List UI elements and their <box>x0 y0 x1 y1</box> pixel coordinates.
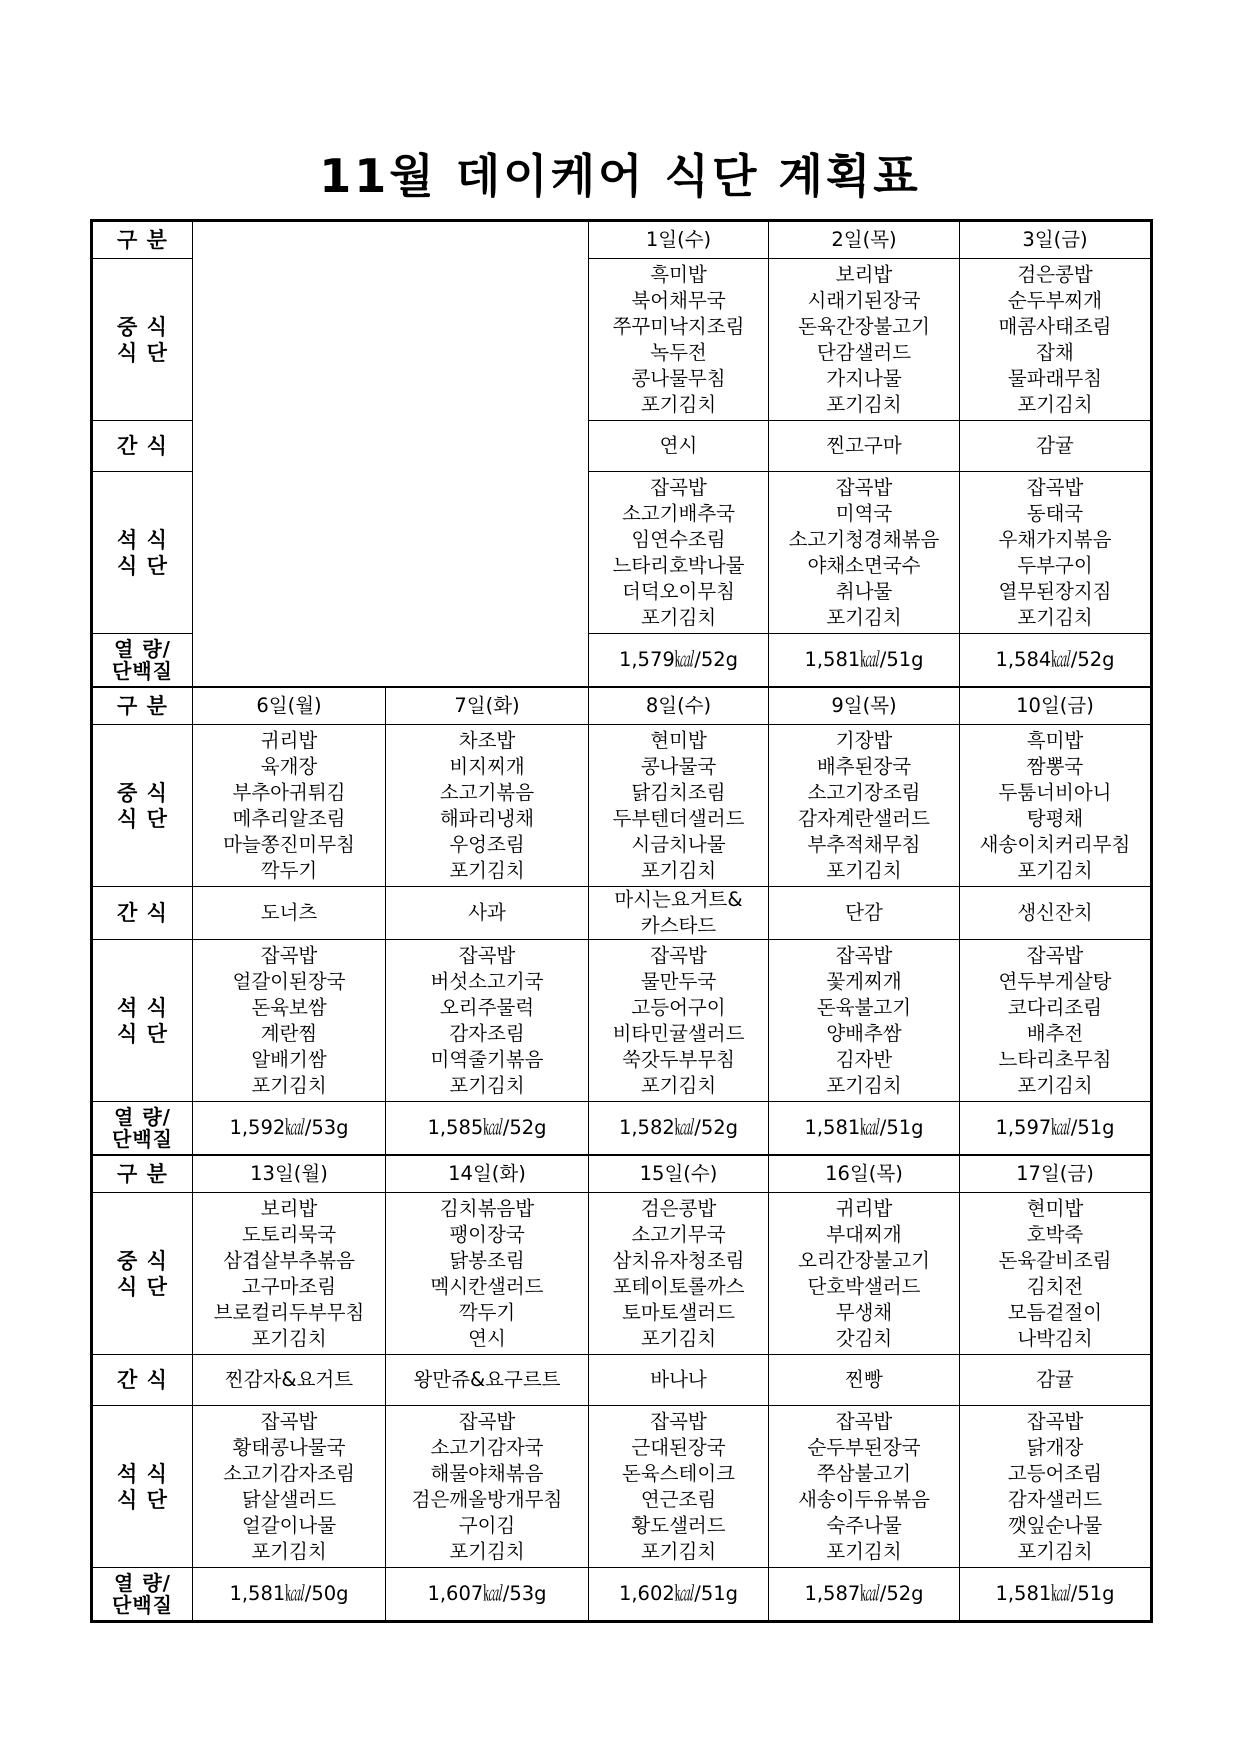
menu-item: 포기김치 <box>640 605 717 629</box>
lunch-menu <box>589 1193 769 1355</box>
menu-item: 열무된장지짐 <box>998 579 1112 603</box>
division-label <box>93 687 193 725</box>
menu-item: 포기김치 <box>1017 605 1093 629</box>
menu-item: 찐감자&요거트 <box>224 1368 354 1391</box>
menu-item: 연시 <box>468 1326 506 1350</box>
dinner-menu <box>769 472 960 634</box>
dinner-label-text: 석 식 <box>117 995 168 1020</box>
menu-item: 차조밥 <box>458 728 516 752</box>
menu-item: 김치전 <box>1026 1274 1084 1298</box>
menu-item: 보리밥 <box>260 1196 318 1220</box>
menu-item: 느타리초무침 <box>998 1047 1112 1071</box>
day-header: 3일(금) <box>960 222 1151 259</box>
day-header: 7일(화) <box>386 687 589 725</box>
menu-item: 연두부게살탕 <box>998 969 1112 993</box>
menu-item: 매콤사태조림 <box>998 314 1112 338</box>
day-header: 6일(월) <box>193 687 386 725</box>
day-header-row <box>93 687 1151 725</box>
menu-item: 닭봉조림 <box>449 1248 525 1272</box>
menu-item: 잡곡밥 <box>458 1409 516 1433</box>
menu-item: 얼갈이된장국 <box>232 969 346 993</box>
calories-value: 1,585㎉/52g <box>386 1102 589 1156</box>
snack-menu <box>769 887 960 940</box>
menu-item: 녹두전 <box>650 340 707 364</box>
day-header: 15일(수) <box>589 1155 769 1193</box>
menu-item: 계란찜 <box>260 1021 318 1045</box>
calories-value: 1,587㎉/52g <box>769 1568 960 1621</box>
menu-item: 포기김치 <box>826 392 902 416</box>
menu-item: 탕평채 <box>1026 806 1084 830</box>
dinner-label-text: 석 식 <box>117 527 168 552</box>
menu-item: 소고기볶음 <box>439 780 535 804</box>
menu-item: 소고기장조림 <box>807 780 921 804</box>
menu-item: 포기김치 <box>251 1073 327 1097</box>
menu-item: 콩나물국 <box>640 754 717 778</box>
menu-item: 닭살샐러드 <box>241 1487 337 1511</box>
menu-item: 연시 <box>659 434 698 457</box>
snack-menu <box>386 1355 589 1406</box>
lunch-label <box>93 1193 193 1355</box>
menu-item: 사과 <box>468 901 506 924</box>
calories-value: 1,582㎉/52g <box>589 1102 769 1156</box>
lunch-label <box>93 259 193 421</box>
menu-item: 포기김치 <box>1017 1073 1093 1097</box>
menu-item: 포기김치 <box>251 1326 327 1350</box>
menu-item: 흑미밥 <box>1026 728 1084 752</box>
menu-item: 새송이치커리무침 <box>979 832 1131 856</box>
menu-item: 잡곡밥 <box>650 475 707 499</box>
menu-item: 잡곡밥 <box>1026 943 1084 967</box>
lunch-menu <box>589 259 769 421</box>
division-label <box>93 1155 193 1193</box>
lunch-menu <box>769 725 960 887</box>
lunch-menu <box>960 259 1151 421</box>
menu-item: 소고기무국 <box>631 1222 726 1246</box>
menu-item: 카스타드 <box>640 914 717 937</box>
day-header-row <box>93 1155 1151 1193</box>
dinner-menu <box>386 1406 589 1568</box>
meal-plan-table <box>92 221 1151 1621</box>
snack-menu <box>960 1355 1151 1406</box>
menu-item: 두툼너비아니 <box>998 780 1112 804</box>
menu-item: 부추적채무침 <box>807 832 921 856</box>
menu-item: 검은콩밥 <box>640 1196 717 1220</box>
menu-item: 포기김치 <box>640 392 717 416</box>
menu-item: 포기김치 <box>826 858 902 882</box>
lunch-menu <box>960 725 1151 887</box>
menu-item: 시금치나물 <box>631 832 726 856</box>
menu-item: 현미밥 <box>1026 1196 1084 1220</box>
lunch-label-text: 식 단 <box>117 340 168 365</box>
lunch-label <box>93 725 193 887</box>
menu-item: 쭈꾸미낙지조림 <box>612 314 745 338</box>
lunch-label-text: 중 식 <box>117 780 168 805</box>
menu-item: 순두부찌개 <box>1007 288 1103 312</box>
dinner-menu <box>589 940 769 1102</box>
menu-item: 감귤 <box>1036 1368 1074 1391</box>
menu-item: 얼갈이나물 <box>241 1513 337 1537</box>
lunch-label-text: 중 식 <box>117 1248 168 1273</box>
snack-label <box>93 421 193 472</box>
menu-item: 우엉조림 <box>449 832 525 856</box>
menu-item: 미역줄기볶음 <box>430 1047 544 1071</box>
snack-label-text: 간 식 <box>117 1368 168 1392</box>
empty-cell <box>193 222 589 688</box>
calories-label-text: 단백질 <box>112 659 173 683</box>
menu-item: 삼치유자청조림 <box>612 1248 745 1272</box>
menu-item: 동태국 <box>1026 501 1084 525</box>
menu-item: 소고기청경채볶음 <box>788 527 940 551</box>
menu-item: 잡곡밥 <box>835 475 893 499</box>
menu-item: 흑미밥 <box>650 262 707 286</box>
calories-row <box>93 1102 1151 1156</box>
menu-item: 포기김치 <box>640 1539 717 1563</box>
calories-label-text: 열 량/ <box>114 1571 171 1595</box>
calories-value: 1,581㎉/51g <box>960 1568 1151 1621</box>
meal-plan-body <box>93 222 1151 1621</box>
calories-label-text: 열 량/ <box>114 637 171 661</box>
menu-item: 잡곡밥 <box>260 1409 318 1433</box>
menu-item: 가지나물 <box>826 366 902 390</box>
menu-item: 더덕오이무침 <box>621 579 736 603</box>
snack-menu <box>960 887 1151 940</box>
dinner-menu <box>769 1406 960 1568</box>
snack-menu <box>589 421 769 472</box>
page-title: 11월 데이케어 식단 계획표 <box>319 149 921 203</box>
menu-item: 김자반 <box>835 1047 893 1071</box>
menu-item: 감자계란샐러드 <box>798 806 930 830</box>
menu-item: 황태콩나물국 <box>232 1435 346 1459</box>
menu-item: 숙주나물 <box>826 1513 902 1537</box>
day-header: 9일(목) <box>769 687 960 725</box>
calories-value: 1,592㎉/53g <box>193 1102 386 1156</box>
dinner-label-text: 식 단 <box>117 1487 168 1512</box>
menu-item: 포기김치 <box>640 1326 717 1350</box>
snack-menu <box>769 421 960 472</box>
dinner-menu <box>193 940 386 1102</box>
menu-item: 부추아귀튀김 <box>232 780 346 804</box>
menu-item: 비타민귤샐러드 <box>612 1021 745 1045</box>
menu-item: 새송이두유볶음 <box>798 1487 930 1511</box>
menu-item: 취나물 <box>835 579 893 603</box>
menu-item: 북어채무국 <box>631 288 726 312</box>
snack-menu <box>386 887 589 940</box>
snack-menu <box>589 887 769 940</box>
menu-item: 감귤 <box>1036 434 1074 457</box>
menu-item: 포기김치 <box>640 1073 717 1097</box>
calories-label <box>93 634 193 688</box>
menu-item: 잡곡밥 <box>260 943 318 967</box>
menu-item: 쭈삼불고기 <box>816 1461 912 1485</box>
day-header: 14일(화) <box>386 1155 589 1193</box>
menu-item: 포기김치 <box>826 1539 902 1563</box>
menu-item: 잡채 <box>1036 340 1074 364</box>
menu-item: 양배추쌈 <box>826 1021 902 1045</box>
snack-label-text: 간 식 <box>117 901 168 925</box>
day-header: 16일(목) <box>769 1155 960 1193</box>
menu-item: 감자샐러드 <box>1007 1487 1103 1511</box>
menu-item: 갓김치 <box>835 1326 893 1350</box>
menu-item: 포기김치 <box>826 1073 902 1097</box>
dinner-menu <box>960 1406 1151 1568</box>
menu-item: 우채가지볶음 <box>998 527 1112 551</box>
calories-value: 1,581㎉/50g <box>193 1568 386 1621</box>
division-label-text: 구 분 <box>117 228 168 252</box>
menu-item: 왕만쥬&요구르트 <box>413 1368 561 1391</box>
menu-item: 쑥갓두부무침 <box>621 1047 736 1071</box>
snack-menu <box>193 887 386 940</box>
lunch-row <box>93 1193 1151 1355</box>
menu-item: 배추된장국 <box>816 754 912 778</box>
snack-menu <box>960 421 1151 472</box>
menu-item: 고등어조림 <box>1007 1461 1103 1485</box>
day-header-row <box>93 222 1151 259</box>
calories-label-text: 단백질 <box>112 1127 173 1151</box>
snack-label-text: 간 식 <box>117 434 168 458</box>
menu-item: 소고기감자조림 <box>223 1461 355 1485</box>
lunch-row <box>93 725 1151 887</box>
menu-item: 두부구이 <box>1017 553 1093 577</box>
menu-item: 김치볶음밥 <box>439 1196 535 1220</box>
lunch-menu <box>193 725 386 887</box>
menu-item: 나박김치 <box>1017 1326 1093 1350</box>
dinner-row <box>93 940 1151 1102</box>
menu-item: 잡곡밥 <box>1026 475 1084 499</box>
menu-item: 오리주물럭 <box>439 995 535 1019</box>
menu-item: 버섯소고기국 <box>430 969 544 993</box>
menu-item: 짬뽕국 <box>1026 754 1084 778</box>
menu-item: 검은깨올방개무침 <box>411 1487 563 1511</box>
menu-item: 기장밥 <box>835 728 893 752</box>
menu-item: 포기김치 <box>826 605 902 629</box>
menu-item: 도너츠 <box>260 901 318 924</box>
menu-item: 돈육스테이크 <box>621 1461 736 1485</box>
menu-item: 알배기쌈 <box>251 1047 327 1071</box>
menu-item: 모듬겉절이 <box>1007 1300 1103 1324</box>
lunch-label-text: 중 식 <box>117 314 168 339</box>
calories-value: 1,579㎉/52g <box>589 634 769 688</box>
menu-item: 생신잔치 <box>1017 901 1093 924</box>
menu-item: 돈육불고기 <box>816 995 912 1019</box>
menu-item: 잡곡밥 <box>1026 1409 1084 1433</box>
menu-item: 비지찌개 <box>449 754 525 778</box>
dinner-label <box>93 472 193 634</box>
menu-item: 보리밥 <box>835 262 893 286</box>
menu-item: 돈육간장불고기 <box>798 314 930 338</box>
menu-item: 토마토샐러드 <box>621 1300 736 1324</box>
day-header: 2일(목) <box>769 222 960 259</box>
snack-menu <box>589 1355 769 1406</box>
menu-item: 잡곡밥 <box>835 1409 893 1433</box>
menu-item: 닭김치조림 <box>631 780 726 804</box>
menu-item: 단감샐러드 <box>816 340 912 364</box>
menu-item: 귀리밥 <box>835 1196 893 1220</box>
menu-item: 바나나 <box>650 1368 707 1391</box>
dinner-menu <box>769 940 960 1102</box>
menu-item: 마늘쫑진미무침 <box>223 832 355 856</box>
menu-item: 닭개장 <box>1026 1435 1084 1459</box>
lunch-menu <box>960 1193 1151 1355</box>
menu-item: 메추리알조림 <box>232 806 346 830</box>
snack-row <box>93 887 1151 940</box>
calories-value: 1,584㎉/52g <box>960 634 1151 688</box>
menu-item: 찐빵 <box>845 1368 883 1391</box>
menu-item: 멕시칸샐러드 <box>430 1274 544 1298</box>
dinner-menu <box>960 472 1151 634</box>
menu-item: 삼겹살부추볶음 <box>223 1248 355 1272</box>
menu-item: 찐고구마 <box>826 434 902 457</box>
dinner-menu <box>589 1406 769 1568</box>
calories-label <box>93 1102 193 1156</box>
dinner-row <box>93 1406 1151 1568</box>
menu-item: 느타리호박나물 <box>612 553 745 577</box>
dinner-label-text: 식 단 <box>117 553 168 578</box>
menu-item: 깍두기 <box>458 1300 516 1324</box>
menu-item: 귀리밥 <box>260 728 318 752</box>
menu-item: 브로컬리두부무침 <box>213 1300 365 1324</box>
snack-label <box>93 1355 193 1406</box>
menu-item: 단감 <box>845 901 883 924</box>
snack-label <box>93 887 193 940</box>
calories-value: 1,581㎉/51g <box>769 1102 960 1156</box>
lunch-menu <box>769 259 960 421</box>
calories-label-text: 단백질 <box>112 1593 173 1617</box>
menu-item: 미역국 <box>835 501 893 525</box>
menu-item: 부대찌개 <box>826 1222 902 1246</box>
day-header: 1일(수) <box>589 222 769 259</box>
calories-value: 1,607㎉/53g <box>386 1568 589 1621</box>
lunch-label-text: 식 단 <box>117 806 168 831</box>
menu-item: 돈육갈비조림 <box>998 1248 1112 1272</box>
menu-item: 두부텐더샐러드 <box>612 806 745 830</box>
menu-item: 시래기된장국 <box>807 288 921 312</box>
menu-item: 무생채 <box>835 1300 893 1324</box>
dinner-menu <box>386 940 589 1102</box>
day-header: 13일(월) <box>193 1155 386 1193</box>
menu-item: 포기김치 <box>449 1073 525 1097</box>
menu-item: 포기김치 <box>640 858 717 882</box>
menu-item: 현미밥 <box>650 728 707 752</box>
menu-item: 근대된장국 <box>631 1435 726 1459</box>
calories-value: 1,597㎉/51g <box>960 1102 1151 1156</box>
calories-value: 1,581㎉/51g <box>769 634 960 688</box>
dinner-menu <box>193 1406 386 1568</box>
menu-item: 포기김치 <box>1017 858 1093 882</box>
snack-menu <box>769 1355 960 1406</box>
menu-item: 고구마조림 <box>241 1274 337 1298</box>
dinner-label-text: 식 단 <box>117 1021 168 1046</box>
menu-item: 콩나물무침 <box>631 366 726 390</box>
menu-item: 꽃게찌개 <box>826 969 902 993</box>
menu-item: 고등어구이 <box>631 995 726 1019</box>
menu-item: 잡곡밥 <box>650 943 707 967</box>
menu-item: 오리간장불고기 <box>798 1248 930 1272</box>
calories-label-text: 열 량/ <box>114 1105 171 1129</box>
menu-item: 포기김치 <box>449 1539 525 1563</box>
menu-item: 육개장 <box>260 754 318 778</box>
dinner-menu <box>589 472 769 634</box>
lunch-menu <box>386 1193 589 1355</box>
menu-item: 깍두기 <box>260 858 318 882</box>
calories-label <box>93 1568 193 1621</box>
menu-item: 임연수조림 <box>631 527 726 551</box>
menu-item: 팽이장국 <box>449 1222 525 1246</box>
menu-item: 호박죽 <box>1026 1222 1084 1246</box>
menu-item: 깻잎순나물 <box>1007 1513 1103 1537</box>
snack-row <box>93 1355 1151 1406</box>
calories-value: 1,602㎉/51g <box>589 1568 769 1621</box>
menu-item: 소고기감자국 <box>430 1435 544 1459</box>
menu-item: 연근조림 <box>640 1487 717 1511</box>
menu-item: 황도샐러드 <box>631 1513 726 1537</box>
day-header: 17일(금) <box>960 1155 1151 1193</box>
lunch-menu <box>589 725 769 887</box>
lunch-menu <box>386 725 589 887</box>
menu-item: 검은콩밥 <box>1017 262 1093 286</box>
day-header: 8일(수) <box>589 687 769 725</box>
lunch-menu <box>193 1193 386 1355</box>
menu-item: 포테이토롤까스 <box>612 1274 745 1298</box>
menu-item: 코다리조림 <box>1007 995 1103 1019</box>
menu-item: 포기김치 <box>449 858 525 882</box>
lunch-label-text: 식 단 <box>117 1274 168 1299</box>
dinner-label <box>93 1406 193 1568</box>
menu-item: 도토리묵국 <box>241 1222 337 1246</box>
menu-item: 단호박샐러드 <box>807 1274 921 1298</box>
snack-menu <box>193 1355 386 1406</box>
menu-item: 배추전 <box>1026 1021 1084 1045</box>
lunch-menu <box>769 1193 960 1355</box>
division-label-text: 구 분 <box>117 1162 168 1186</box>
menu-item: 잡곡밥 <box>650 1409 707 1433</box>
calories-row <box>93 1568 1151 1621</box>
division-label <box>93 222 193 259</box>
menu-item: 잡곡밥 <box>458 943 516 967</box>
dinner-label <box>93 940 193 1102</box>
menu-item: 돈육보쌈 <box>251 995 327 1019</box>
menu-item: 야채소면국수 <box>807 553 921 577</box>
menu-item: 마시는요거트& <box>614 888 743 911</box>
dinner-label-text: 석 식 <box>117 1461 168 1486</box>
menu-item: 물만두국 <box>640 969 717 993</box>
menu-item: 순두부된장국 <box>807 1435 921 1459</box>
menu-item: 소고기배추국 <box>621 501 736 525</box>
menu-item: 포기김치 <box>1017 1539 1093 1563</box>
menu-item: 해물야채볶음 <box>430 1461 544 1485</box>
division-label-text: 구 분 <box>117 694 168 718</box>
menu-item: 포기김치 <box>251 1539 327 1563</box>
day-header: 10일(금) <box>960 687 1151 725</box>
menu-item: 포기김치 <box>1017 392 1093 416</box>
menu-item: 감자조림 <box>449 1021 525 1045</box>
menu-item: 물파래무침 <box>1007 366 1103 390</box>
menu-item: 해파리냉채 <box>439 806 535 830</box>
dinner-menu <box>960 940 1151 1102</box>
menu-item: 구이김 <box>458 1513 516 1537</box>
menu-item: 잡곡밥 <box>835 943 893 967</box>
